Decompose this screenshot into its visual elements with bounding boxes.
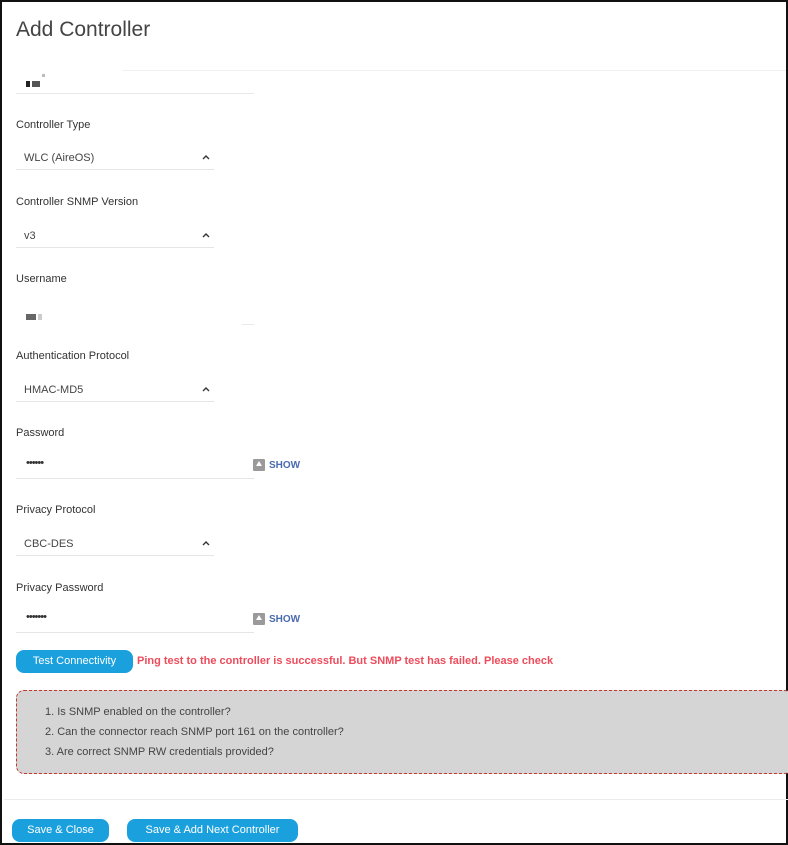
page-title: Add Controller <box>16 18 151 41</box>
controller-type-label: Controller Type <box>16 119 91 131</box>
divider <box>122 70 786 71</box>
troubleshooting-checklist <box>16 690 788 774</box>
privacy-protocol-value: CBC-DES <box>24 538 74 550</box>
privacy-password-field[interactable] <box>16 609 254 633</box>
auth-protocol-label: Authentication Protocol <box>16 350 130 362</box>
privacy-password-show-label: SHOW <box>269 613 301 625</box>
error-message: Ping test to the controller is successful. But SNMP test has failed. Please check <box>137 655 554 667</box>
footer-divider <box>4 799 788 800</box>
privacy-password-show-toggle[interactable] <box>253 613 300 625</box>
privacy-password-label: Privacy Password <box>16 582 104 594</box>
username-label: Username <box>16 273 67 285</box>
checklist-item: 1. Is SNMP enabled on the controller? <box>45 706 231 718</box>
save-close-button[interactable]: Save & Close <box>12 819 109 842</box>
snmp-version-select[interactable] <box>16 226 214 248</box>
password-value: •••••• <box>26 457 44 469</box>
username-underline <box>242 324 254 325</box>
username-field[interactable] <box>26 307 44 313</box>
chevron-up-icon <box>200 537 212 549</box>
password-show-label: SHOW <box>269 459 301 471</box>
chevron-up-icon <box>200 383 212 395</box>
controller-name-field[interactable] <box>26 74 47 80</box>
auth-protocol-value: HMAC-MD5 <box>24 384 84 396</box>
chevron-up-icon <box>200 229 212 241</box>
password-label: Password <box>16 427 65 439</box>
password-show-toggle[interactable] <box>253 459 300 471</box>
checklist-item: 3. Are correct SNMP RW credentials provided? <box>45 746 274 758</box>
controller-type-value: WLC (AireOS) <box>24 152 95 164</box>
chevron-up-icon <box>200 151 212 163</box>
test-connectivity-button[interactable]: Test Connectivity <box>16 650 133 673</box>
save-add-next-button[interactable]: Save & Add Next Controller <box>127 819 298 842</box>
snmp-version-value: v3 <box>24 230 36 242</box>
password-field[interactable] <box>16 455 254 479</box>
privacy-protocol-select[interactable] <box>16 534 214 556</box>
privacy-protocol-label: Privacy Protocol <box>16 504 96 516</box>
controller-name-underline <box>16 93 254 94</box>
reveal-icon <box>253 459 265 471</box>
auth-protocol-select[interactable] <box>16 380 214 402</box>
snmp-version-label: Controller SNMP Version <box>16 196 139 208</box>
controller-type-select[interactable] <box>16 148 214 170</box>
checklist-item: 2. Can the connector reach SNMP port 161 on the controller? <box>45 726 344 738</box>
reveal-icon <box>253 613 265 625</box>
privacy-password-value: ••••••• <box>26 611 46 623</box>
